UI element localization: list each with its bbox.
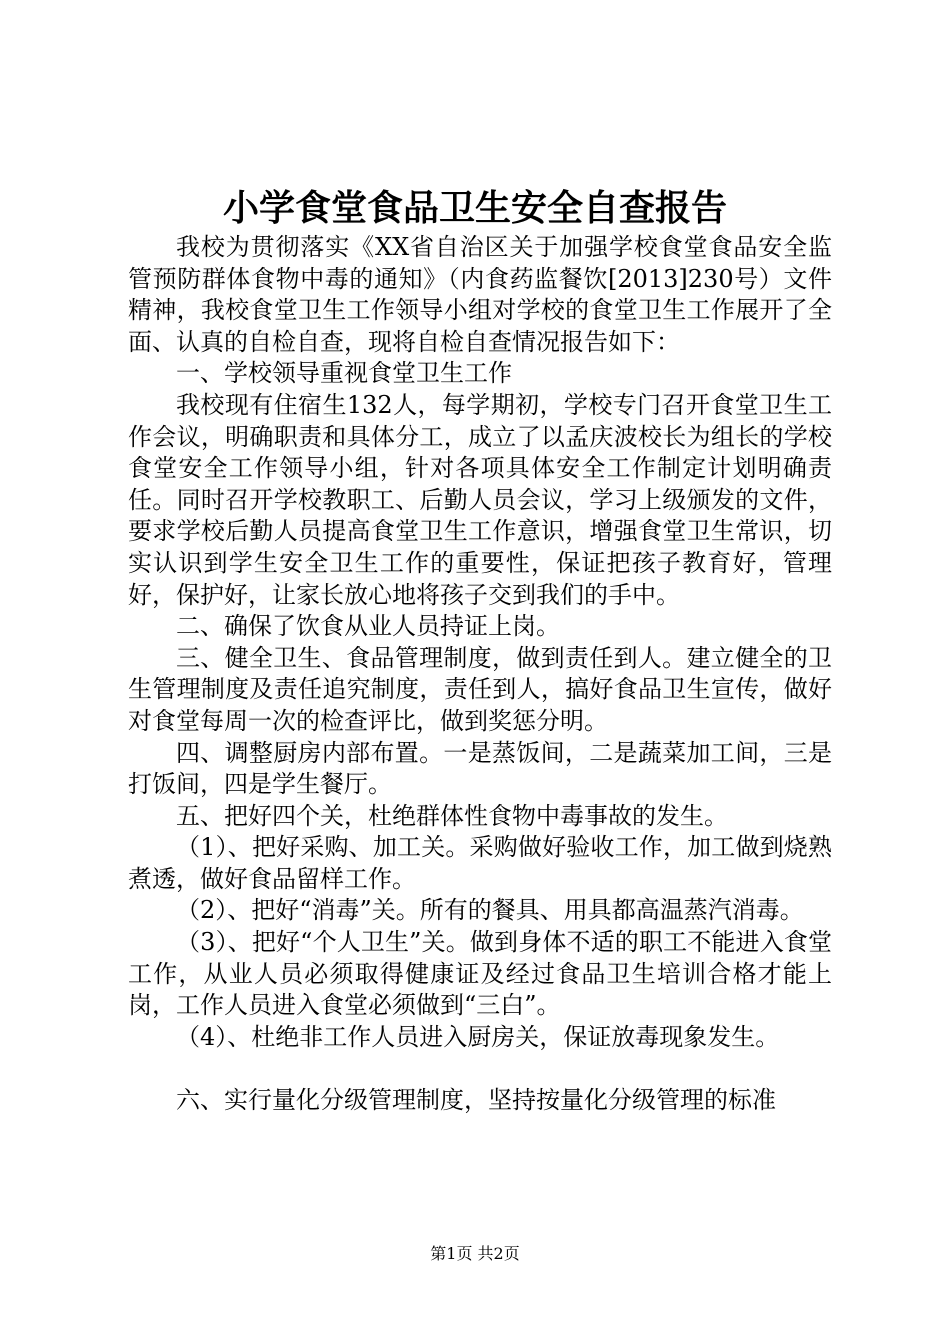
section-heading-5: 五、把好四个关，杜绝群体性食物中毒事故的发生。	[176, 801, 728, 830]
section-heading-1: 一、学校领导重视食堂卫生工作	[176, 359, 512, 388]
document-body	[128, 232, 832, 1117]
paragraph-item-4: （4）、杜绝非工作人员进入厨房关，保证放毒现象发生。	[176, 1022, 780, 1051]
paragraph-item-1: （1）、把好采购、加工关。采购做好验收工作，加工做到烧熟煮透，做好食品留样工作。	[128, 833, 832, 893]
document-title: 小学食堂食品卫生安全自查报告	[222, 187, 727, 229]
paragraph-section-1: 我校现有住宿生132人，每学期初，学校专门召开食堂卫生工作会议，明确职责和具体分工，成立了以孟庆波校长为组长的学校食堂安全工作领导小组，针对各项具体安全工作制定计划明确责任。同时召开学校教职工、后勤人员会议，学习上级颁发的文件，要求学校后勤人员提高食堂卫生工作意识，增强食堂卫生常识，切实认识到学生安全卫生工作的重要性，保证把孩子教育好，管理好，保护好，让家长放心地将孩子交到我们的手中。	[128, 390, 832, 609]
paragraph-section-3: 三、健全卫生、食品管理制度，做到责任到人。建立健全的卫生管理制度及责任追究制度，责任到人，搞好食品卫生宣传，做好对食堂每周一次的检查评比，做到奖惩分明。	[128, 643, 832, 735]
page-footer: 第1页 共2页	[430, 1244, 520, 1263]
paragraph-item-3: （3）、把好“个人卫生”关。做到身体不适的职工不能进入食堂工作，从业人员必须取得健康证及经过食品卫生培训合格才能上岗，工作人员进入食堂必须做到“三白”。	[128, 928, 832, 1020]
paragraph-section-6: 六、实行量化分级管理制度，坚持按量化分级管理的标准	[176, 1086, 776, 1115]
paragraph-section-4: 四、调整厨房内部布置。一是蒸饭间，二是蔬菜加工间，三是打饭间，四是学生餐厅。	[128, 738, 832, 799]
paragraph-intro: 我校为贯彻落实《XX省自治区关于加强学校食堂食品安全监管预防群体食物中毒的通知》（内食药监餐饮[2013]230号）文件精神，我校食堂卫生工作领导小组对学校的食堂卫生工作展开了全面、认真的自检自查，现将自检自查情况报告如下：	[128, 233, 832, 356]
section-heading-2: 二、确保了饮食从业人员持证上岗。	[176, 612, 560, 641]
paragraph-item-2: （2）、把好“消毒”关。所有的餐具、用具都高温蒸汽消毒。	[176, 896, 804, 925]
